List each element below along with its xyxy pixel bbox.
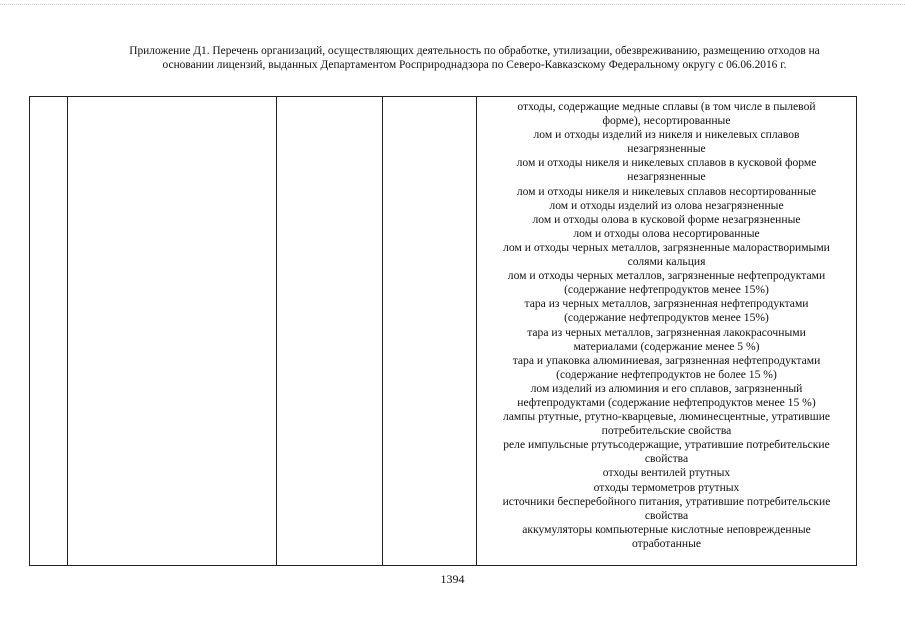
waste-line: свойства [644, 508, 689, 522]
waste-line: отходы, содержащие медные сплавы (в том числе в пылевой [517, 100, 816, 113]
column-divider [67, 97, 68, 565]
waste-line: тара и упаковка алюминиевая, загрязненная нефтепродуктами [512, 353, 821, 367]
waste-line: лом и отходы изделий из никеля и никелевых сплавов [533, 128, 800, 142]
waste-line: лом и отходы олова несортированные [573, 226, 760, 240]
waste-line: источники бесперебойного питания, утратившие потребительские [502, 494, 831, 508]
waste-line: потребительские свойства [601, 424, 732, 438]
waste-line: лом и отходы изделий из олова незагрязненные [549, 198, 784, 212]
waste-line: тара из черных металлов, загрязненная нефтепродуктами [524, 297, 809, 311]
waste-line: реле импульсные ртутьсодержащие, утратившие потребительские [503, 438, 830, 452]
waste-line: отходы вентилей ртутных [602, 466, 731, 480]
waste-line: форме), несортированные [602, 114, 731, 128]
waste-line: лом и отходы олова в кусковой форме незагрязненные [532, 212, 801, 226]
waste-line: незагрязненные [627, 142, 706, 156]
license-table [29, 96, 857, 566]
column-divider [276, 97, 277, 565]
waste-line: (содержание нефтепродуктов менее 15%) [564, 283, 769, 297]
scan-noise [0, 4, 905, 9]
waste-line: (содержание нефтепродуктов менее 15%) [564, 311, 769, 325]
waste-line: (содержание нефтепродуктов не более 15 %) [556, 367, 777, 381]
column-divider [382, 97, 383, 565]
column-divider [476, 97, 477, 565]
waste-line: лом изделий из алюминия и его сплавов, загрязненный [530, 381, 803, 395]
waste-line: свойства [644, 452, 689, 466]
waste-line: отходы термометров ртутных [593, 480, 740, 494]
waste-line: лом и отходы никеля и никелевых сплавов несортированные [516, 184, 817, 198]
waste-line: материалами (содержание менее 5 %) [573, 339, 760, 353]
waste-line: лом и отходы никеля и никелевых сплавов в кусковой форме [516, 156, 817, 170]
document-header [92, 44, 857, 72]
waste-line: аккумуляторы компьютерные кислотные неповрежденные [522, 522, 811, 536]
header-line-1: Приложение Д1. Перечень организаций, осуществляющих деятельность по обработке, утилизации, обезвреживанию, размещению отходов на [129, 45, 820, 57]
waste-line: лом и отходы черных металлов, загрязненные малорастворимыми [503, 240, 830, 254]
waste-line: лампы ртутные, ртутно-кварцевые, люминесцентные, утратившие [502, 410, 831, 424]
waste-line: отработанные [631, 536, 702, 550]
waste-line: нефтепродуктами (содержание нефтепродуктов менее 15 %) [517, 395, 816, 409]
waste-types-cell [478, 100, 855, 551]
header-line-2: основании лицензий, выданных Департаментом Росприроднадзора по Северо-Кавказскому Федеральному округу с 06.06.2016 г. [162, 59, 787, 71]
page-number: 1394 [440, 572, 465, 586]
waste-line: солями кальция [627, 255, 706, 269]
waste-line: незагрязненные [627, 170, 706, 184]
waste-line: лом и отходы черных металлов, загрязненные нефтепродуктами [507, 269, 826, 283]
waste-line: тара из черных металлов, загрязненная лакокрасочными [527, 325, 806, 339]
